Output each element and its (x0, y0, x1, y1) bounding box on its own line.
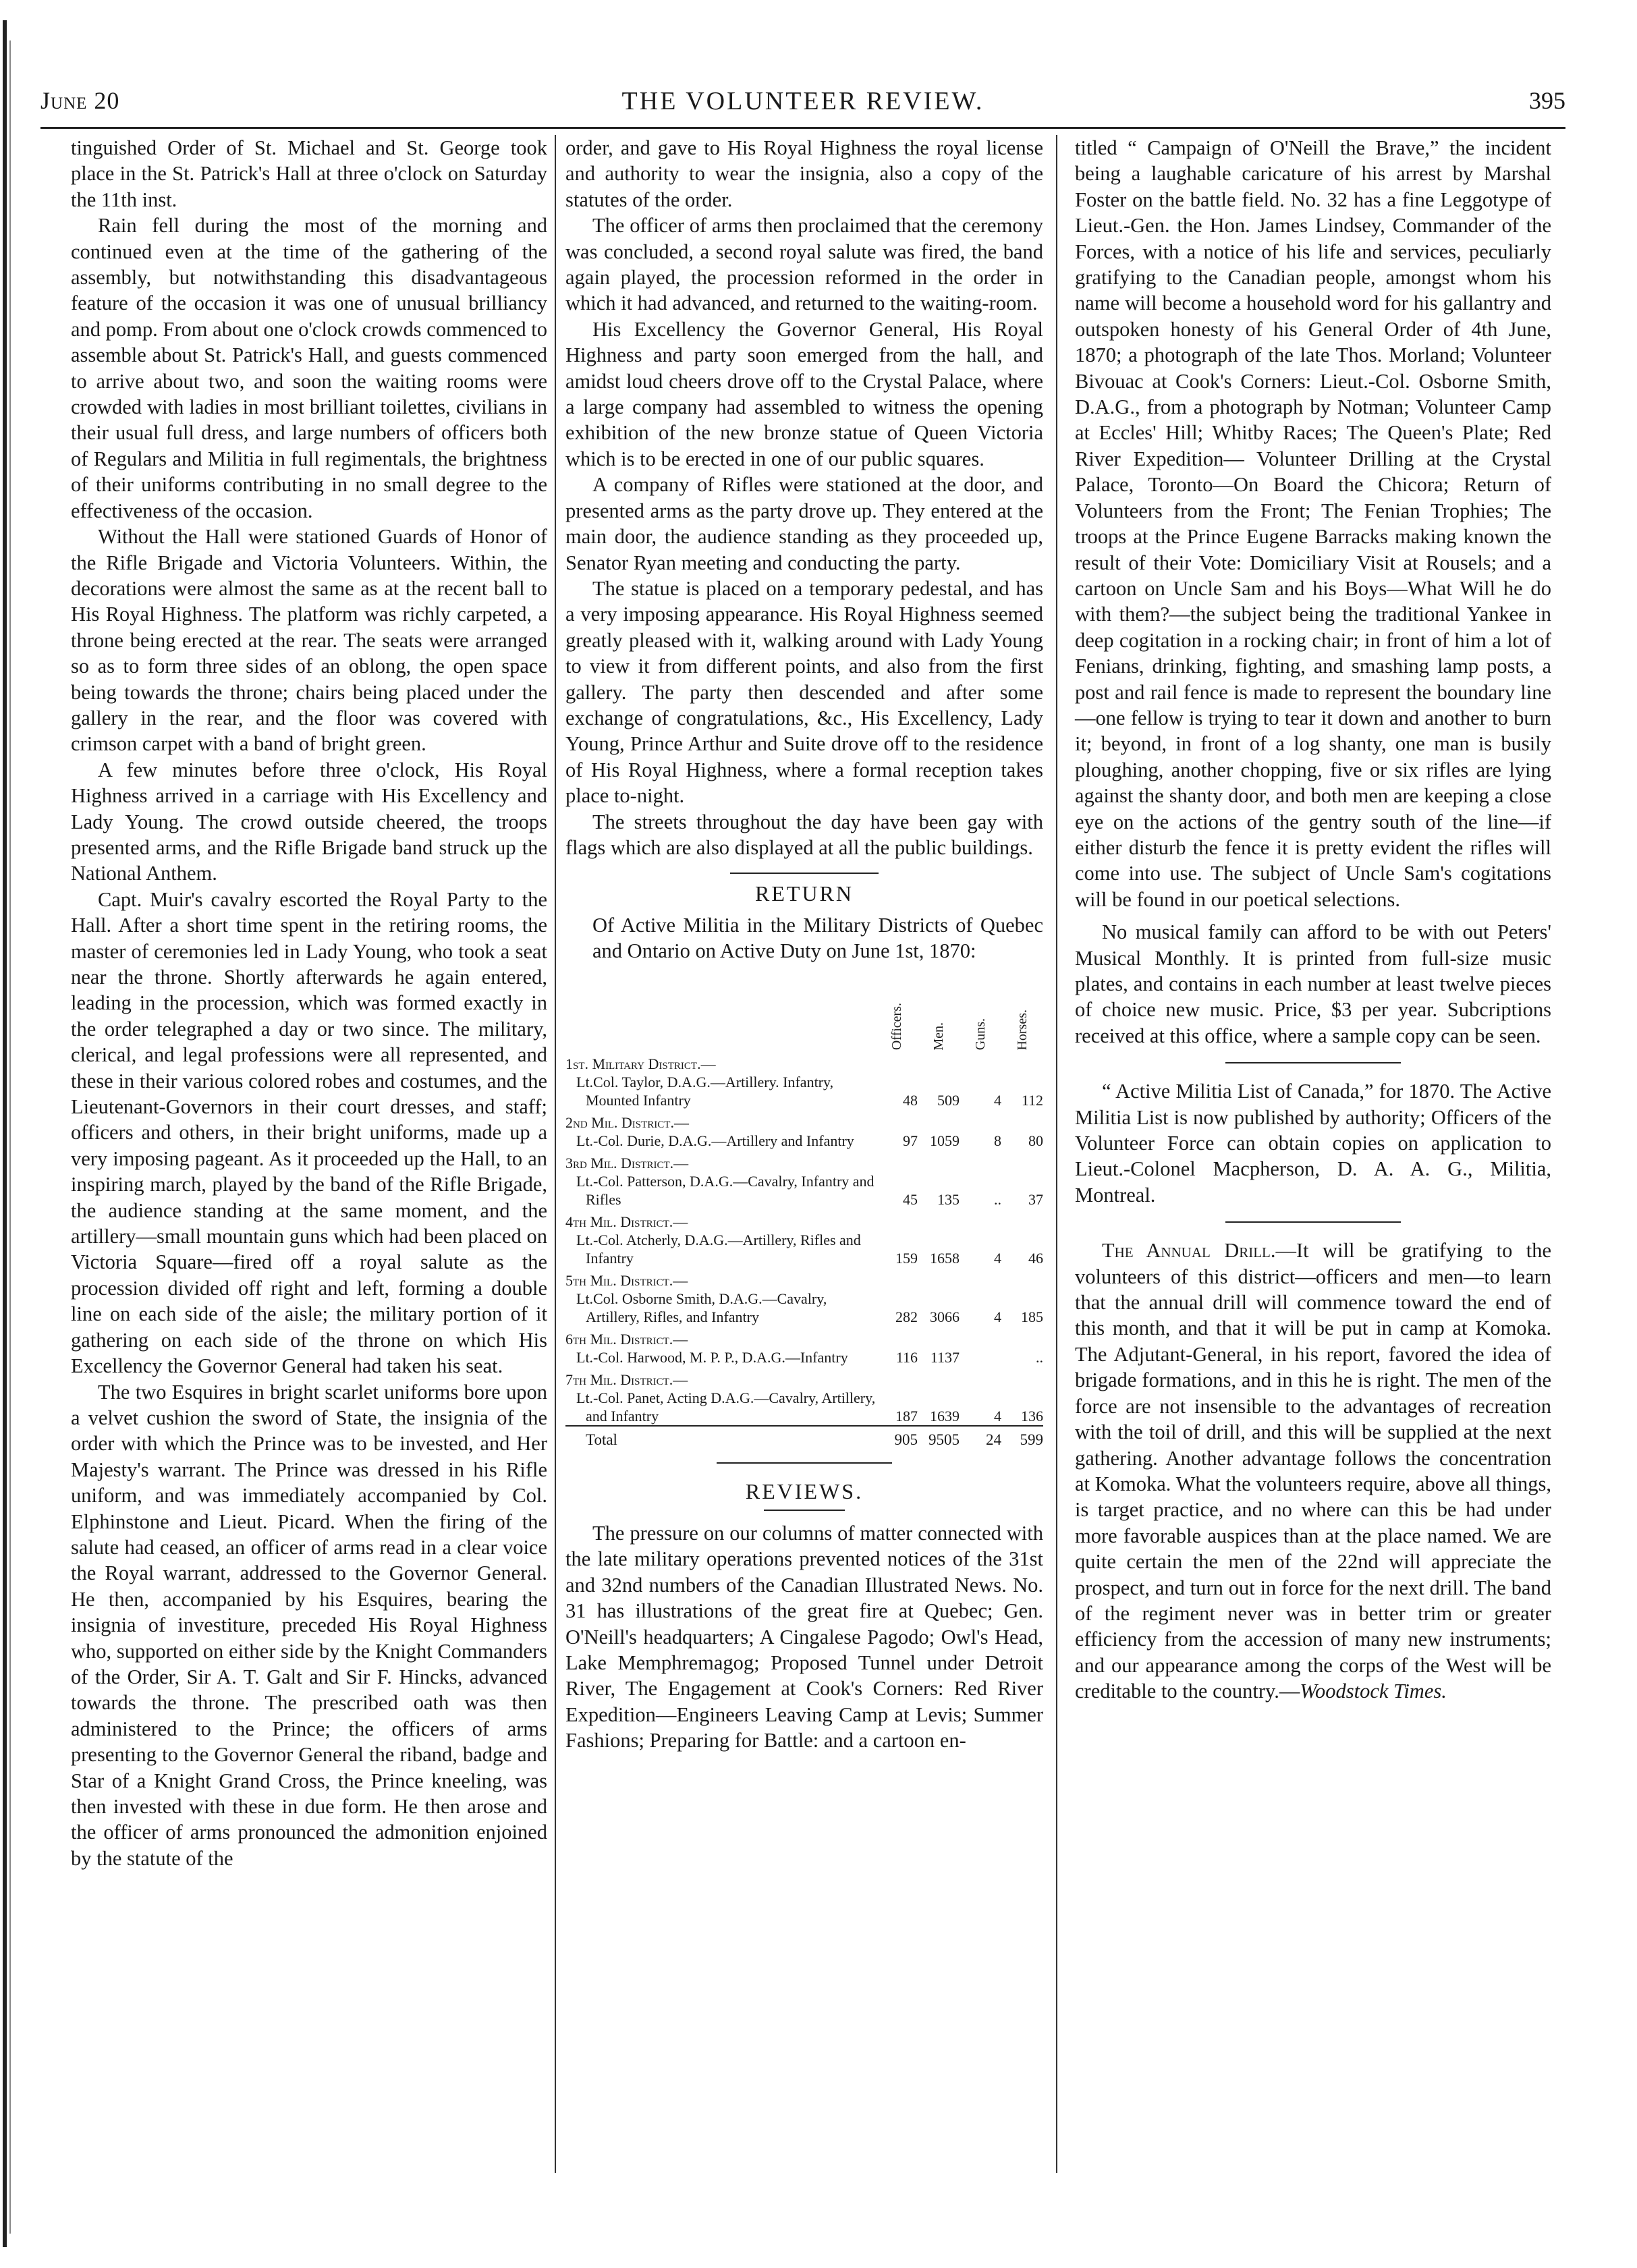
return-intro: Of Active Militia in the Military Districts of Quebec and Ontario on Active Duty on June 1st, 1870: (592, 913, 1043, 963)
paragraph: Capt. Muir's cavalry escorted the Royal Party to the Hall. After a short time spent in the retiring rooms, the master of ceremonies led in Lady Young, who took a seat near the throne. Shortly afterwards he again entered, leading in the procession, which was formed exactly in the order telegraphed a day or two since. The military, clerical, and legal professions were all represented, and these in their various colored robes and costumes, and the Lieutenant-Governors in their court dresses, and staff; officers and others, in their bright uniforms, made up a very imposing pageant. As it proceeded up the Hall, to an inspiring march, played by the band of the Rifle Brigade, the audience standing at the same moment, and the artillery—small mountain guns which had been placed on Victoria Square—fired off a royal salute as the procession divided off right and left, forming a double line on each side of the aisle; the military portion of it gathering on each side of the throne on which His Excellency the Governor General had taken his seat. (71, 887, 547, 1378)
district-row: 1st. Military District.— (565, 1055, 716, 1072)
annual-drill-lead: The Annual Drill. (1102, 1239, 1276, 1263)
column-2 (565, 135, 1043, 1754)
paragraph: A few minutes before three o'clock, His Royal Highness arrived in a carriage with His Excellency and Lady Young. The crowd outside cheered, the troops presented arms, and the Rifle Brigade band struck up the National Anthem. (71, 758, 547, 885)
column-3 (1075, 135, 1551, 1705)
district-row: 6th Mil. District.— (565, 1330, 688, 1348)
header-rule (40, 127, 1565, 129)
paragraph: The streets throughout the day have been gay with flags which are also displayed at all the public buildings. (565, 810, 1043, 859)
ornament-divider (1075, 1055, 1551, 1072)
table-row: Lt.-Col. Harwood, M. P. P., D.A.G.—Infantry 116 1137 .. (576, 1348, 1043, 1366)
section-rule (730, 873, 879, 874)
binding-edge-shadow (9, 40, 11, 2234)
district-row: 2nd Mil. District.— (565, 1113, 689, 1131)
table-spacer (565, 970, 876, 1051)
district-row: 4th Mil. District.— (565, 1213, 688, 1230)
return-heading: RETURN (755, 881, 854, 906)
column-rule (555, 135, 556, 2173)
annual-drill-paragraph (1075, 1238, 1551, 1704)
militia-return-table (565, 970, 1043, 1449)
column-1 (71, 135, 547, 1871)
district-row: 5th Mil. District.— (565, 1271, 688, 1289)
table-row: Lt.-Col. Durie, D.A.G.—Artillery and Infantry 97 1059 8 80 (576, 1132, 1043, 1149)
paragraph: order, and gave to His Royal Highness the royal license and authority to wear the insignia, also a copy of the statutes of the order. (565, 136, 1043, 211)
paragraph: The pressure on our columns of matter connected with the late military operations prevented notices of the 31st and 32nd numbers of the Canadian Illustrated News. No. 31 has illustrations of the great fire at Quebec; Gen. O'Neill's headquarters; A Cingalese Pagodo; Owl's Head, Lake Memphremagog; Proposed Tunnel under Detroit River, The Engagement at Cook's Corners: Red River Expedition—Engineers Leaving Camp at Levis; Summer Fashions; Preparing for Battle: and a cartoon en- (565, 1522, 1043, 1752)
table-row: Lt.-Col. Panet, Acting D.A.G.—Cavalry, Artillery, and Infantry 187 1639 4 136 (576, 1389, 1043, 1425)
paragraph: tinguished Order of St. Michael and St. George took place in the St. Patrick's Hall at three o'clock on Saturday the 11th inst. (71, 136, 547, 211)
annual-drill-source: Woodstock Times. (1300, 1680, 1447, 1703)
section-rule (764, 1510, 845, 1511)
paragraph: No musical family can afford to be with out Peters' Musical Monthly. It is printed from full-size music plates, and contains in each number at least twelve pieces of choice new music. Price, $3 per year. Subcriptions received at this office, where a sample copy can be seen. (1075, 920, 1551, 1047)
masthead-title: THE VOLUNTEER REVIEW. (621, 87, 984, 115)
issue-date: June 20 (40, 87, 120, 114)
column-rule (1056, 135, 1057, 2173)
annual-drill-text: —It will be gratifying to the volunteers of this district—officers and men—to learn that the annual drill will commence toward the end of this month, and that it will be put in camp at Komoka. The Adjutant-General, in his report, favored the idea of brigade formations, and in this he is right. The men of the force are not insensible to the advantages of recreation with the toil of drill, and this will be supplied at the next gathering. Another advantage follows the concentration at Komoka. What the volunteers require, above all things, is target practice, and no where can this be had under more favorable auspices than at the place named. We are quite certain the men of the 22nd will appreciate the prospect, and turn out in force for the next drill. The band of the regiment never was in better trim or greater efficiency from the accession of many new instruments; and our appearance among the corps of the West will be creditable to the country.— (1075, 1239, 1552, 1703)
page-number: 395 (1529, 87, 1565, 114)
paragraph: The officer of arms then proclaimed that the ceremony was concluded, a second royal salute was fired, the band again played, the procession reformed in the order in which it had advanced, and returned to the waiting-room. (565, 214, 1043, 315)
table-row: Lt.Col. Taylor, D.A.G.—Artillery. Infantry, Mounted Infantry 48 509 4 112 (576, 1073, 1043, 1109)
reviews-heading: REVIEWS. (745, 1478, 864, 1503)
paragraph: A company of Rifles were stationed at the door, and presented arms as the party drove up. They entered at the main door, the audience standing as they proceeded up, Senator Ryan meeting and conducting the party. (565, 473, 1043, 574)
binding-edge (3, 20, 7, 2247)
column-header-men: Men. (931, 1022, 946, 1051)
column-header-horses: Horses. (1014, 1009, 1030, 1051)
table-row: Lt.-Col. Atcherly, D.A.G.—Artillery, Rifles and Infantry 159 1658 4 46 (576, 1231, 1043, 1267)
paragraph: Rain fell during the most of the morning and continued even at the time of the gathering of the assembly, but notwithstanding this disadvantageous feature of the occasion it was one of unusual brilliancy and pomp. From about one o'clock crowds commenced to assemble about St. Patrick's Hall, and guests commenced to arrive about two, and soon the waiting rooms were crowded with ladies in most brilliant toilettes, civilians in their usual full dress, and large numbers of officers both of Regulars and Militia in full regimentals, the brightness of their uniforms contributing in no small degree to the effectiveness of the occasion. (71, 214, 547, 522)
total-row: Total 905 9505 24 599 (565, 1426, 1043, 1449)
table-row: Lt.Col. Osborne Smith, D.A.G.—Cavalry, Artillery, Rifles, and Infantry 282 3066 4 185 (576, 1290, 1043, 1325)
column-header-guns: Guns. (972, 1018, 988, 1051)
page-header (40, 86, 1565, 127)
militia-list-notice: “ Active Militia List of Canada,” for 1870. The Active Militia List is now published by authority; Officers of the Volunteer Force can obtain copies on application to Lieut.-Colonel Macpherson, D. A. A. G., Militia, Montreal. (1075, 1080, 1551, 1207)
district-row: 3rd Mil. District.— (565, 1154, 689, 1171)
paragraph: His Excellency the Governor General, His Royal Highness and party soon emerged from the hall, and amidst loud cheers drove off to the Crystal Palace, where a large company had assembled to witness the opening exhibition of the new bronze statue of Queen Victoria which is to be erected in one of our public squares. (565, 317, 1043, 470)
ornament-divider (1075, 1215, 1551, 1231)
column-header-officers: Officers. (889, 1003, 904, 1051)
paragraph: titled “ Campaign of O'Neill the Brave,” the incident being a laughable caricature of his arrest by Marshal Foster on the battle field. No. 32 has a fine Leggotype of Lieut.-Gen. the Hon. James Lindsey, Commander of the Forces, with a notice of his life and services, peculiarly gratifying to the Canadian people, amongst whom his name will become a household word for his gallantry and outspoken honesty of his General Order of 4th June, 1870; a photograph of the late Thos. Morland; Volunteer Bivouac at Cook's Corners: Lieut.-Col. Osborne Smith, D.A.G., from a photograph by Notman; Volunteer Camp at Eccles' Hill; Whitby Races; The Queen's Plate; Red River Expedition— Volunteer Drilling at the Crystal Palace, Toronto—On Board the Chicora; Return of Volunteers from the Front; The Fenian Trophies; The troops at the Prince Eugene Barracks making known the result of their Vote: Domiciliary Visit at Rousels; and a cartoon on Uncle Sam and his Boys—What Will he do with them?—the subject being the traditional Yankee in deep cogitation in a rocking chair; in front of him a lot of Fenians, drinking, fighting, and smashing lamp posts, a post and rail fence is made to represent the boundary line—one fellow is trying to tear it down and another to burn it; beyond, in front of a log shanty, one man is busily ploughing, another chopping, five or six rifles are lying against the shanty door, and both men are keeping a close eye on the actions of the gentry south of the line—if either disturb the fence it is pretty evident the rifles will come into use. The subject of Uncle Sam's cogitations will be found in our poetical selections. (1075, 136, 1551, 911)
district-row: 7th Mil. District.— (565, 1371, 688, 1388)
paragraph: Without the Hall were stationed Guards of Honor of the Rifle Brigade and Victoria Volunteers. Within, the decorations were almost the same as at the recent ball to His Royal Highness. The platform was richly carpeted, a throne being erected at the rear. The seats were arranged so as to form three sides of an oblong, the open space being towards the throne; chairs being placed under the gallery in the rear, and the floor was covered with crimson carpet with a band of bright green. (71, 525, 547, 756)
paragraph: The statue is placed on a temporary pedestal, and has a very imposing appearance. His Royal Highness seemed greatly pleased with it, walking around with Lady Young to view it from different points, and also from the first gallery. The party then descended and after some exchange of congratulations, &c., His Excellency, Lady Young, Prince Arthur and Suite drove off to the residence of His Royal Highness, where a formal reception takes place to-night. (565, 576, 1043, 808)
paragraph: The two Esquires in bright scarlet uniforms bore upon a velvet cushion the sword of State, the insignia of the order with which the Prince was to be invested, and Her Majesty's warrant. The Prince was dressed in his Rifle uniform, and was immediately accompanied by Col. Elphinstone and Lieut. Picard. When the firing of the salute had ceased, an officer of arms read in a clear voice the Royal warrant, addressed to the Governor General. He then, accompanied by his Esquires, bearing the insignia of investiture, preceded His Royal Highness who, supported on either side by the Knight Commanders of the Order, Sir A. T. Galt and Sir F. Hincks, advanced towards the throne. The prescribed oath was then administered to the Prince; the officers of arms presenting to the Governor General the riband, badge and Star of a Knight Grand Cross, the Prince kneeling, was then invested with these in due form. He then arose and the officer of arms pronounced the admonition enjoined by the statute of the (71, 1380, 547, 1870)
ornament-divider (565, 1456, 1043, 1472)
table-row: Lt.-Col. Patterson, D.A.G.—Cavalry, Infantry and Rifles 45 135 .. 37 (576, 1172, 1043, 1208)
